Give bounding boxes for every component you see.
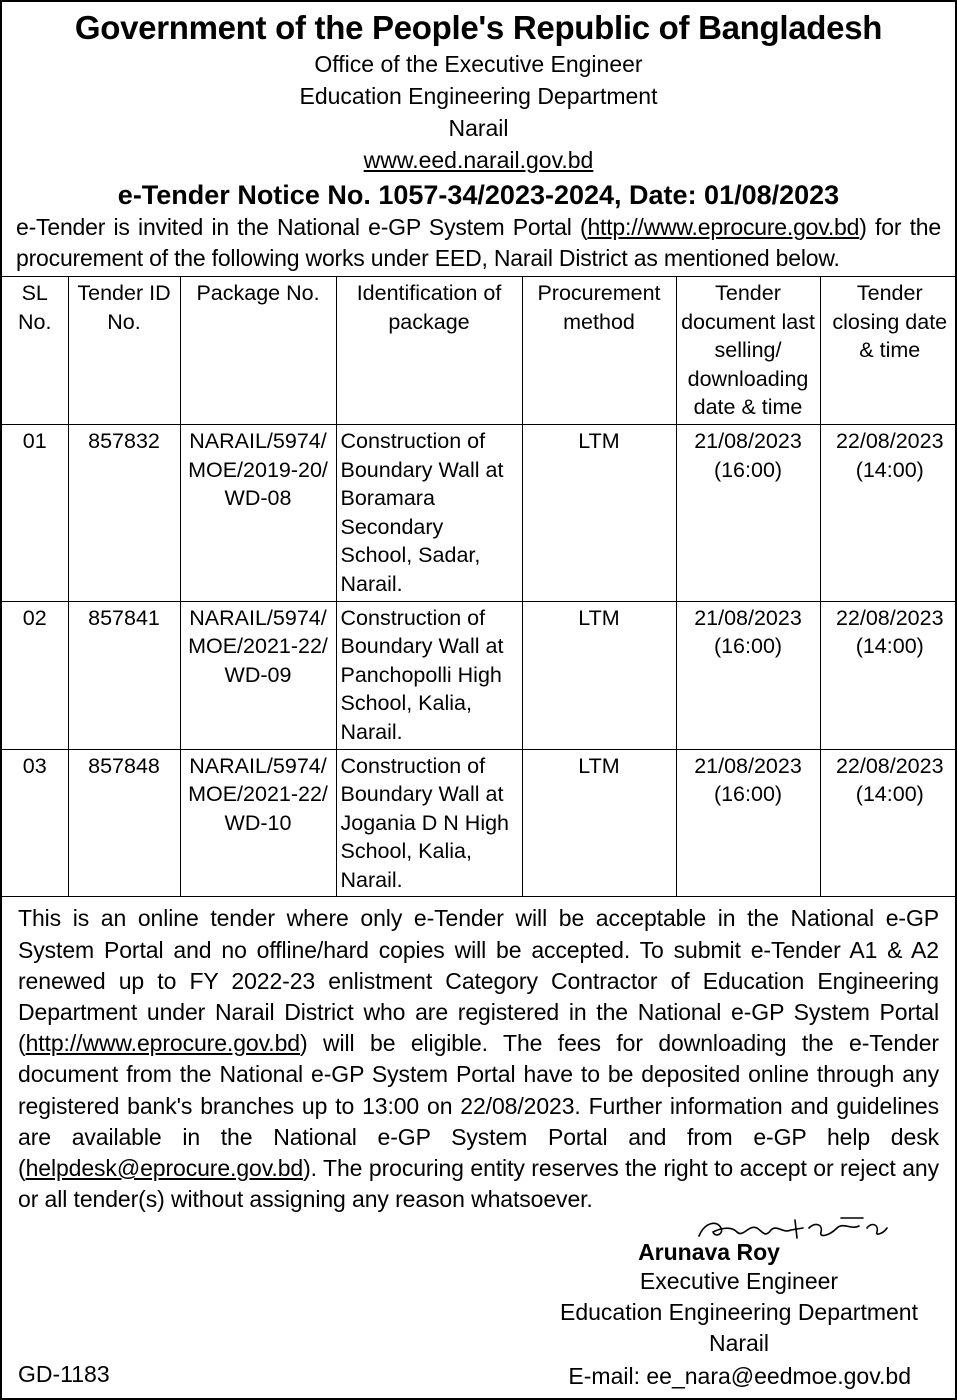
sl-cell: 01 <box>2 424 68 601</box>
sl-cell: 02 <box>2 601 68 749</box>
last-selling-cell: 21/08/2023 (16:00) <box>676 601 820 749</box>
column-header: Tender ID No. <box>68 277 180 425</box>
closing-cell: 22/08/2023 (14:00) <box>820 749 957 897</box>
notice-title: e-Tender Notice No. 1057-34/2023-2024, Date: 01/08/2023 <box>117 180 840 210</box>
notice-header <box>2 8 955 212</box>
table-header-row <box>2 277 957 425</box>
footer-code: GD-1183 <box>18 1361 110 1387</box>
table-row <box>2 424 957 601</box>
sl-cell: 03 <box>2 749 68 897</box>
identification-cell: Construction of Boundary Wall at Jogania D N High School, Kalia, Narail. <box>336 749 522 897</box>
department-name: Education Engineering Department <box>299 83 658 109</box>
tender-id-cell: 857832 <box>68 424 180 601</box>
terms-text-3: ). The procuring entity reserves the right to accept or reject any or all tender(s) without assigning any reason whatsoever. <box>18 1155 939 1213</box>
terms-text-2: ) will be eligible. The fees for downloading the e-Tender document from the National e-GP System Portal have to be deposited online through any registered bank's branches up to 13:00 on 22/08/2023. Further information and guidelines are available in the National e-GP System Portal and from e-GP help desk ( <box>18 1030 939 1182</box>
signatory-title: Executive Engineer <box>639 1268 839 1294</box>
package-cell: NARAIL/5974/MOE/2021-22/WD-09 <box>180 601 336 749</box>
column-header: Procurement method <box>522 277 676 425</box>
method-cell: LTM <box>522 749 676 897</box>
table-row <box>2 749 957 897</box>
helpdesk-email-link[interactable]: helpdesk@eprocure.gov.bd <box>25 1155 304 1182</box>
method-cell: LTM <box>522 424 676 601</box>
tender-table <box>2 276 957 897</box>
table-row <box>2 601 957 749</box>
identification-cell: Construction of Boundary Wall at Boramara Secondary School, Sadar, Narail. <box>336 424 522 601</box>
district-name: Narail <box>448 115 509 141</box>
column-header: Tender document last selling/ downloading date & time <box>676 277 820 425</box>
website-link[interactable]: www.eed.narail.gov.bd <box>363 147 594 173</box>
column-header: SL No. <box>2 277 68 425</box>
signature-block <box>559 1214 919 1359</box>
eprocure-link[interactable]: http://www.eprocure.gov.bd <box>587 214 860 240</box>
terms-paragraph <box>2 897 955 1215</box>
column-header: Identification of package <box>336 277 522 425</box>
intro-text-start: e-Tender is invited in the National e-GP System Portal ( <box>16 214 588 240</box>
signatory-email[interactable]: E-mail: ee_nara@eedmoe.gov.bd <box>568 1363 911 1389</box>
closing-cell: 22/08/2023 (14:00) <box>820 424 957 601</box>
package-cell: NARAIL/5974/MOE/2021-22/WD-10 <box>180 749 336 897</box>
office-name: Office of the Executive Engineer <box>314 51 643 77</box>
method-cell: LTM <box>522 601 676 749</box>
last-selling-cell: 21/08/2023 (16:00) <box>676 424 820 601</box>
tender-id-cell: 857848 <box>68 749 180 897</box>
column-header: Package No. <box>180 277 336 425</box>
signatory-name: Arunava Roy <box>638 1239 780 1265</box>
closing-cell: 22/08/2023 (14:00) <box>820 601 957 749</box>
eprocure-link-2[interactable]: http://www.eprocure.gov.bd <box>25 1030 300 1057</box>
tender-id-cell: 857841 <box>68 601 180 749</box>
intro-paragraph <box>2 212 955 274</box>
column-header: Tender closing date & time <box>820 277 957 425</box>
signatory-district: Narail <box>708 1330 770 1356</box>
handwritten-signature-icon <box>691 1214 891 1250</box>
intro-text-end: ) for the procurement of the following works under EED, Narail District as mentioned below. <box>16 214 941 271</box>
signatory-department: Education Engineering Department <box>559 1299 918 1325</box>
package-cell: NARAIL/5974/MOE/2019-20/WD-08 <box>180 424 336 601</box>
identification-cell: Construction of Boundary Wall at Panchopolli High School, Kalia, Narail. <box>336 601 522 749</box>
terms-text-1: This is an online tender where only e-Tender will be acceptable in the National e-GP System Portal and no offline/hard copies will be accepted. To submit e-Tender A1 & A2 renewed up to FY 2022-23 enlistment Category Contractor of Education Engineering Department under Narail District who are registered in the National e-GP System Portal ( <box>18 905 939 1057</box>
last-selling-cell: 21/08/2023 (16:00) <box>676 749 820 897</box>
government-title: Government of the People's Republic of Bangladesh <box>74 9 883 46</box>
